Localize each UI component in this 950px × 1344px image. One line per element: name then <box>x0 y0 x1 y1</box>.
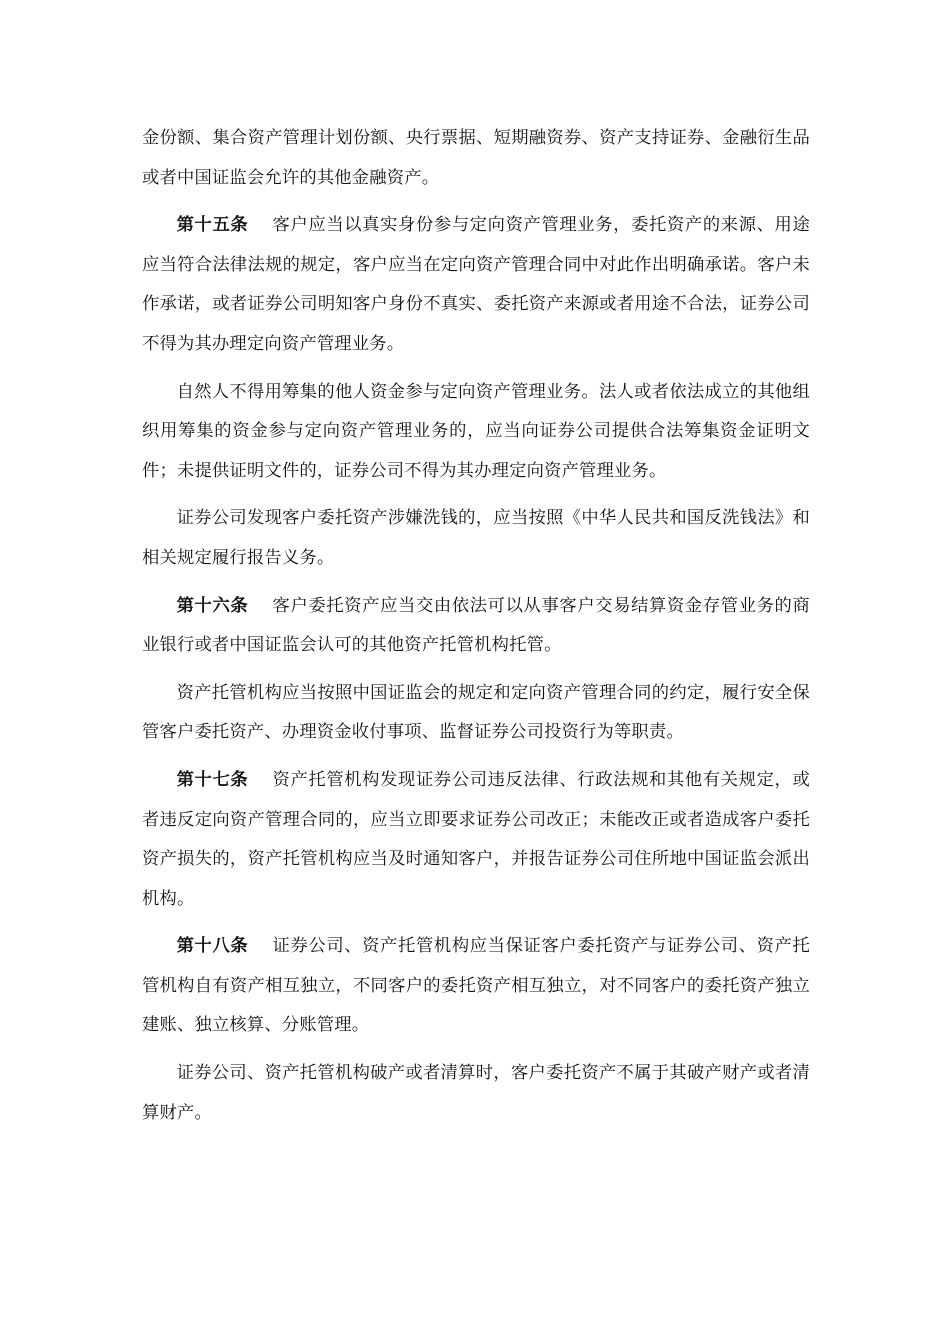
document-page <box>142 119 810 1141</box>
paragraph-text: 金份额、集合资产管理计划份额、央行票据、短期融资券、资产支持证券、金融衍生品或者中国证监会允许的其他金融资产。 <box>142 128 810 188</box>
article-18-paragraph <box>142 927 810 1046</box>
article-15-paragraph <box>142 206 810 364</box>
paragraph-text: 资产托管机构发现证券公司违反法律、行政法规和其他有关规定，或者违反定向资产管理合同的，应当立即要求证券公司改正；未能改正或者造成客户委托资产损失的，资产托管机构应当及时通知客户，并报告证券公司住所地中国证监会派出机构。 <box>142 769 810 909</box>
paragraph-2 <box>142 373 810 492</box>
paragraph-8 <box>142 1054 810 1133</box>
paragraph-3 <box>142 499 810 578</box>
paragraph-5 <box>142 674 810 753</box>
paragraph-text: 证券公司、资产托管机构应当保证客户委托资产与证券公司、资产托管机构自有资产相互独立，不同客户的委托资产相互独立，对不同客户的委托资产独立建账、独立核算、分账管理。 <box>142 936 810 1036</box>
paragraph-text: 自然人不得用筹集的他人资金参与定向资产管理业务。法人或者依法成立的其他组织用筹集的资金参与定向资产管理业务的，应当向证券公司提供合法筹集资金证明文件；未提供证明文件的，证券公司不得为其办理定向资产管理业务。 <box>142 381 810 481</box>
paragraph-text: 客户应当以真实身份参与定向资产管理业务，委托资产的来源、用途应当符合法律法规的规定，客户应当在定向资产管理合同中对此作出明确承诺。客户未作承诺，或者证券公司明知客户身份不真实、委托资产来源或者用途不合法，证券公司不得为其办理定向资产管理业务。 <box>142 215 810 354</box>
paragraph-text: 证券公司发现客户委托资产涉嫌洗钱的，应当按照《中华人民共和国反洗钱法》和相关规定履行报告义务。 <box>142 508 810 568</box>
article-number: 第十七条 <box>176 769 249 790</box>
paragraph-text: 客户委托资产应当交由依法可以从事客户交易结算资金存管业务的商业银行或者中国证监会认可的其他资产托管机构托管。 <box>142 595 810 656</box>
article-number: 第十八条 <box>176 936 249 957</box>
paragraph-text: 证券公司、资产托管机构破产或者清算时，客户委托资产不属于其破产财产或者清算财产。 <box>142 1063 810 1123</box>
article-number: 第十六条 <box>176 595 249 616</box>
article-16-paragraph <box>142 587 810 666</box>
article-17-paragraph <box>142 761 810 919</box>
article-number: 第十五条 <box>176 215 249 236</box>
paragraph-0 <box>142 119 810 198</box>
paragraph-text: 资产托管机构应当按照中国证监会的规定和定向资产管理合同的约定，履行安全保管客户委托资产、办理资金收付事项、监督证券公司投资行为等职责。 <box>142 682 810 743</box>
